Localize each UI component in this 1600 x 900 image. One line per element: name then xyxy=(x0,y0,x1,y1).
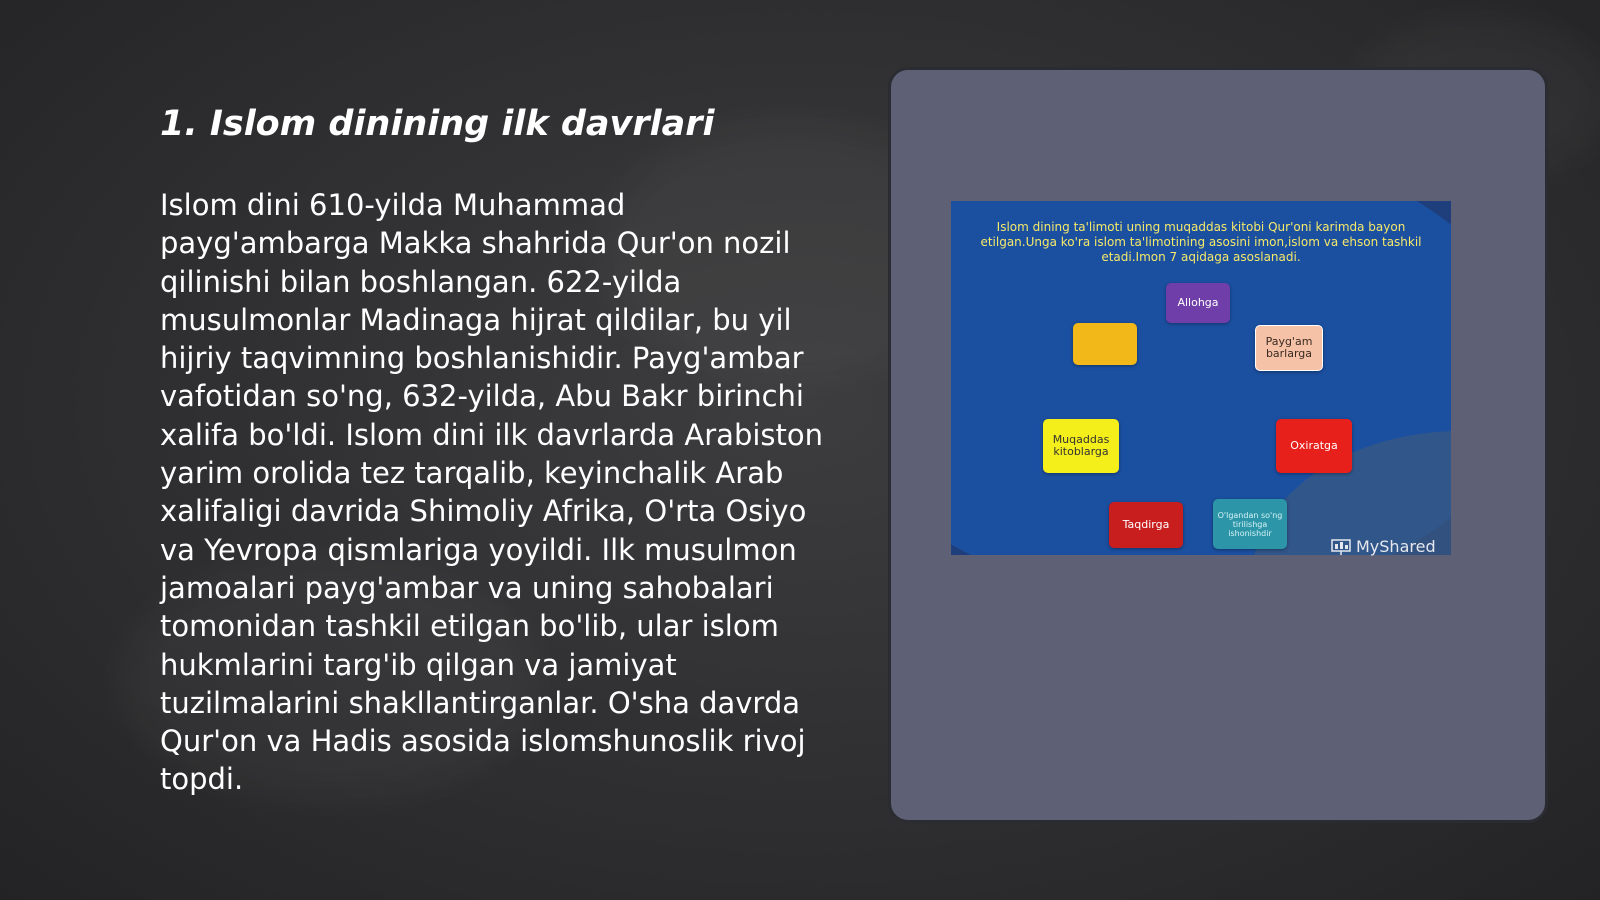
node-muqaddas-kitoblarga: Muqaddas kitoblarga xyxy=(1043,419,1119,473)
embedded-diagram-image xyxy=(951,201,1451,575)
image-bottom-band xyxy=(951,555,1451,575)
diagram-intro-text: Islom dining ta'limoti uning muqaddas kitobi Qur'oni karimda bayon etilgan.Unga ko'ra islom ta'limotining asosini imon,islom va ehson tashkil etadi.Imon 7 aqidaga asoslanadi. xyxy=(980,220,1422,264)
image-frame xyxy=(888,67,1548,823)
node-taqdirga: Taqdirga xyxy=(1109,502,1183,548)
node-allohga: Allohga xyxy=(1166,283,1230,323)
node-oxiratga: Oxiratga xyxy=(1276,419,1352,473)
slide-title: 1. Islom dinining ilk davrlari xyxy=(160,104,715,144)
slide-body-text: Islom dini 610-yilda Muhammad payg'ambarga Makka shahrida Qur'on nozil qilinishi bilan boshlangan. 622-yilda musulmonlar Madinaga hijrat qildilar, bu yil hijriy taqvimning boshlanishidir. Payg'ambar vafotidan so'ng, 632-yilda, Abu Bakr birinchi xalifa bo'ldi. Islom dini ilk davrlarda Arabiston yarim orolida tez tarqalib, keyinchalik Arab xalifaligi davrida Shimoliy Afrika, O'rta Osiyo va Yevropa qismlariga yoyildi. Ilk musulmon jamoalari payg'ambar va uning sahobalari tomonidan tashkil etilgan bo'lib, ular islom hukmlarini targ'ib qilgan va jamiyat tuzilmalarini shakllantirganlar. O'sha davrda Qur'on va Hadis asosida islomshunoslik rivoj topdi. xyxy=(160,188,824,797)
node-olgandan-song-tirilishga: O'lgandan so'ng tirilishga ishonishdir xyxy=(1213,499,1287,549)
myshared-logo-icon xyxy=(1331,538,1351,556)
node-farishtalarga xyxy=(1073,323,1137,365)
node-paygambarlarga: Payg'am barlarga xyxy=(1255,325,1323,371)
myshared-watermark xyxy=(1331,537,1436,556)
watermark-text: MyShared xyxy=(1356,537,1436,556)
